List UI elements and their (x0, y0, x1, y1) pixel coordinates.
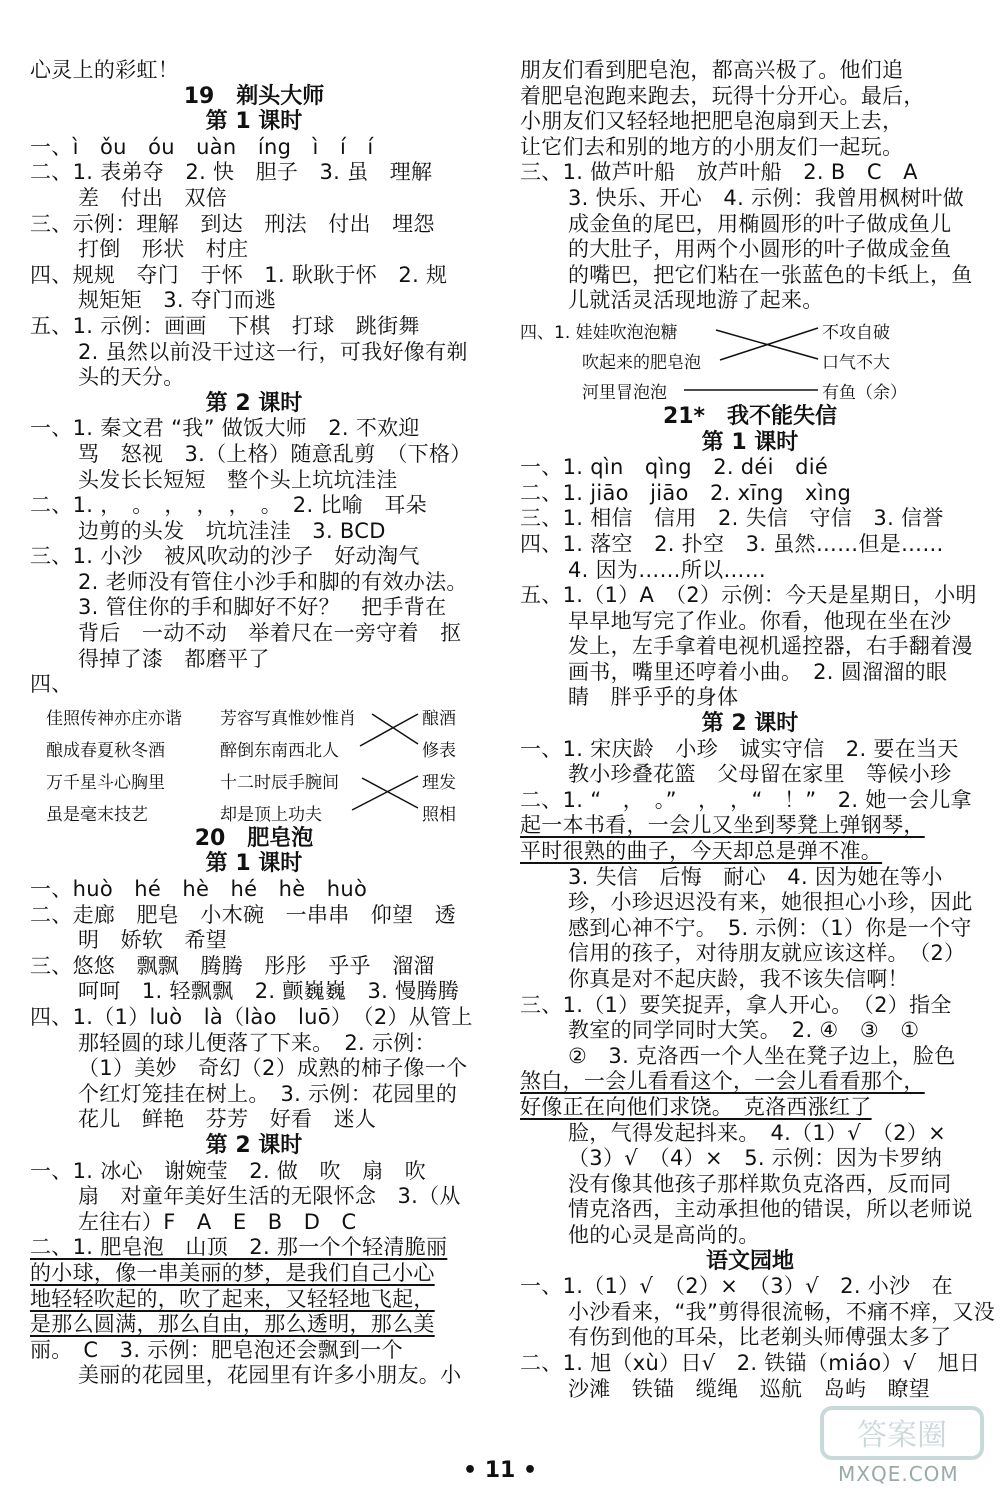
text-line: 三、1.（1）要笑捉弄，拿人开心。 （2）指全 (520, 992, 952, 1017)
text-line: 让它们去和别的地方的小朋友们一起玩。 (520, 134, 904, 159)
match-left-item: 佳照传神亦庄亦谐 (46, 708, 182, 729)
text-line: 成金鱼的尾巴，用椭圆形的叶子做成鱼儿 (568, 211, 952, 236)
text-line: 早早地写完了作业。你看，他现在坐在沙 (568, 608, 952, 633)
text-line: 心灵上的彩虹！ (30, 58, 180, 82)
text-line: 那轻圆的球儿便落了下来。 2. 示例： (78, 1030, 436, 1055)
text-line: 你真是对不起庆龄，我不该失信啊！ (568, 967, 909, 991)
text-line: 花儿 鲜艳 芬芳 好看 迷人 (78, 1107, 377, 1132)
text-line: 三、1. 做芦叶船 放芦叶船 2. B C A (520, 160, 918, 185)
text-line: 感到心神不宁。 5. 示例：（1）你是一个守 (568, 915, 972, 940)
match-left-item: 虽是毫末技艺 (46, 804, 148, 825)
text-line: 小朋友们又轻轻地把肥皂泡扇到天上去， (520, 109, 904, 134)
text-line: （1）美妙 奇幻（2）成熟的柿子像一个 (78, 1056, 468, 1081)
underlined-line: 的小球，像一串美丽的梦，是我们自己小心 (30, 1260, 435, 1285)
underlined-line: 地轻轻吹起的，吹了起来，又轻轻地飞起， (30, 1286, 435, 1311)
text-line: 珍，小珍迟迟没有来，她很担心小珍，因此 (568, 890, 973, 915)
text-line: 四、1. 落空 2. 扑空 3. 虽然……但是…… (520, 531, 944, 556)
svg-text:答案圈: 答案圈 (857, 1418, 947, 1453)
match-line (362, 778, 418, 808)
match-left-item: 四、1. 娃娃吹泡泡糖 (520, 322, 678, 343)
text-line: 没有像其他孩子那样欺负克洛西，反而同 (568, 1171, 952, 1196)
text-line: 美丽的花园里，花园里有许多小朋友。小 (78, 1363, 462, 1388)
text-line: 个红灯笼挂在树上。 3. 示例：花园里的 (78, 1081, 458, 1106)
text-line: 三、1. 相信 信用 2. 失信 守信 3. 信誉 (520, 506, 944, 531)
text-line: 二、1. jiāo jiāo 2. xīng xìng (520, 480, 852, 505)
left-column (30, 58, 478, 1389)
match-right-item: 修表 (422, 740, 456, 761)
text-line: 朋友们看到肥皂泡，都高兴极了。他们追 (520, 58, 904, 82)
text-line: 小沙看来，“我”剪得很流畅，不痛不痒，又没 (568, 1299, 996, 1324)
text-line: 一、ì ǒu óu uàn íng ì í í (30, 134, 374, 159)
text-line: 3. 失信 后悔 耐心 4. 因为她在等小 (568, 864, 943, 889)
text-line: 扇 对童年美好生活的无限怀念 3.（从 (78, 1184, 461, 1209)
text-line: 丽。 C 3. 示例：肥皂泡还会飘到一个 (30, 1337, 403, 1362)
underlined-line: 二、1. 肥皂泡 山顶 2. 那一个个轻清脆丽 (30, 1235, 448, 1260)
section-heading: 第 1 课时 (205, 851, 303, 877)
watermark-text: MXQE.COM (838, 1462, 959, 1486)
match-left-item: 酿成春夏秋冬酒 (46, 740, 165, 761)
text-line: 背后 一动不动 举着尺在一旁守着 抠 (78, 621, 462, 646)
text-line: 3. 快乐、开心 4. 示例：我曾用枫树叶做 (568, 185, 965, 210)
text-line: 骂 怒视 3.（上格）随意乱剪 （下格） (78, 441, 472, 466)
text-line: 五、1.（1）A （2）示例：今天是星期日，小明 (520, 583, 977, 608)
text-line: 2. 虽然以前没干过这一行，可我好像有剃 (78, 339, 468, 364)
text-line: 规矩矩 3. 夺门而逃 (78, 288, 277, 313)
text-line: 2. 老师没有管住小沙手和脚的有效办法。 (78, 569, 468, 594)
section-heading: 20 肥皂泡 (194, 825, 314, 851)
text-line: 边剪的头发 坑坑洼洼 3. BCD (78, 518, 386, 543)
text-line: 二、走廊 肥皂 小木碗 一串串 仰望 透 (30, 902, 456, 927)
text-line: 一、1. 宋庆龄 小珍 诚实守信 2. 要在当天 (520, 736, 959, 761)
section-heading: 19 剃头大师 (183, 83, 325, 109)
text-line: 二、1. 表弟夺 2. 快 胆子 3. 虽 理解 (30, 160, 433, 185)
text-line: 左往右）F A E B D C (78, 1209, 357, 1234)
text-line: 一、1. qìn qìng 2. déi dié (520, 455, 829, 480)
section-heading: 第 1 课时 (205, 109, 303, 135)
text-line: 明 娇软 希望 (78, 928, 228, 953)
match-mid-item: 却是顶上功夫 (220, 804, 322, 825)
section-heading: 第 1 课时 (701, 429, 799, 455)
text-line: 情克洛西，主动承担他的错误，所以老师说 (568, 1197, 973, 1222)
text-line: 画书，嘴里还哼着小曲。 2. 圆溜溜的眼 (568, 659, 948, 684)
text-line: 睛 胖乎乎的身体 (568, 685, 739, 710)
match-line (360, 714, 418, 746)
match-right-item: 理发 (422, 772, 456, 793)
text-line: 4. 因为……所以…… (568, 557, 767, 582)
text-line: 儿就活灵活现地游了起来。 (568, 288, 824, 313)
match-left-item: 吹起来的肥皂泡 (582, 352, 701, 373)
text-line: 打倒 形状 村庄 (78, 237, 249, 262)
text-line: 的嘴巴，把它们粘在一张蓝色的卡纸上，鱼 (568, 262, 973, 287)
text-line: 他的心灵是高尚的。 (568, 1222, 760, 1247)
text-line: 三、示例：理解 到达 刑法 付出 埋怨 (30, 211, 435, 236)
text-line: 得掉了漆 都磨平了 (78, 646, 270, 671)
match-right-item: 不攻自破 (822, 322, 890, 343)
text-line: 二、1. 旭（xù）日√ 2. 铁锚（miáo）√ 旭日 (520, 1350, 981, 1375)
page-number: • 11 • (462, 1458, 538, 1483)
text-line: 差 付出 双倍 (78, 185, 228, 210)
section-heading: 第 2 课时 (205, 1132, 303, 1158)
text-line: 四、规规 夺门 于怀 1. 耿耿于怀 2. 规 (30, 262, 448, 287)
section-heading: 第 2 课时 (205, 390, 303, 416)
text-line: 信用的孩子，对待朋友就应该这样。 （2） (568, 941, 966, 966)
text-line: 头的天分。 (78, 365, 185, 390)
text-line: 二、1. ， 。 ， ， ， 。 2. 比喻 耳朵 (30, 493, 427, 518)
text-line: 一、huò hé hè hé hè huò (30, 877, 368, 902)
section-heading: 21* 我不能失信 (662, 403, 838, 429)
match-right-item: 有鱼（余） (822, 382, 907, 403)
right-column (520, 58, 996, 1402)
section-heading: 第 2 课时 (701, 711, 799, 737)
text-line: 一、1. 冰心 谢婉莹 2. 做 吹 扇 吹 (30, 1158, 427, 1183)
text-line: 发上，左手拿着电视机遥控器，右手翻着漫 (568, 634, 973, 659)
match-right-item: 口气不大 (822, 352, 890, 373)
text-line: 脸，气得发起抖来。 4.（1）√ （2）× (568, 1120, 947, 1145)
match-lines (520, 314, 980, 404)
text-line: 一、1.（1）√ （2）× （3）√ 2. 小沙 在 (520, 1274, 953, 1299)
text-line: 教室的同学同时大笑。 2. ④ ③ ① (568, 1018, 920, 1043)
underlined-line: 好像正在向他们求饶。 克洛西涨红了 (520, 1094, 872, 1119)
underlined-line: 是那么圆满，那么自由，那么透明，那么美 (30, 1312, 435, 1337)
text-line: 着肥皂泡跑来跑去，玩得十分开心。最后， (520, 83, 925, 108)
underlined-line: 煞白，一会儿看看这个，一会儿看看那个， (520, 1069, 925, 1094)
text-line: 一、1. 秦文君 “我” 做饭大师 2. 不欢迎 (30, 416, 420, 441)
underlined-line: 平时很熟的曲子，今天却总是弹不准。 (520, 839, 883, 864)
matching-exercise-2 (520, 314, 980, 404)
text-line: 三、悠悠 飘飘 腾腾 彤彤 乎乎 溜溜 (30, 953, 435, 978)
match-lines (30, 698, 478, 826)
text-line: ② 3. 克洛西一个人坐在凳子边上，脸色 (568, 1043, 956, 1068)
text-line: 呵呵 1. 轻飘飘 2. 颤巍巍 3. 慢腾腾 (78, 979, 460, 1004)
text-line: 四、1.（1）luò là（lào luō） （2）从管上 (30, 1005, 473, 1029)
match-right-item: 酿酒 (422, 708, 456, 729)
text-line: 头发长长短短 整个头上坑坑洼洼 (78, 467, 398, 492)
underlined-line: 起一本书看，一会儿又坐到琴凳上弹钢琴， (520, 813, 925, 838)
match-left-item: 河里冒泡泡 (582, 382, 667, 403)
text-line: 的大肚子，用两个小圆形的叶子做成金鱼 (568, 237, 952, 262)
text-line: 四、 (30, 672, 73, 697)
match-line (352, 776, 418, 810)
text-line: 3. 管住你的手和脚好不好？ 把手背在 (78, 595, 447, 620)
text-line: 沙滩 铁锚 缆绳 巡航 岛屿 瞭望 (568, 1376, 931, 1401)
text-line: 五、1. 示例：画画 下棋 打球 跳街舞 (30, 313, 420, 338)
text-line: （3）√ （4）× 5. 示例：因为卡罗纳 (568, 1146, 943, 1171)
matching-exercise (30, 698, 478, 826)
text-line: 有伤到他的耳朵，比老剃头师傅强太多了 (568, 1325, 952, 1350)
match-left-item: 万千星斗心胸里 (46, 772, 165, 793)
text-line: 教小珍叠花篮 父母留在家里 等候小珍 (568, 762, 952, 787)
match-right-item: 照相 (422, 804, 456, 825)
section-heading: 语文园地 (705, 1248, 794, 1274)
match-mid-item: 十二时辰手腕间 (220, 772, 339, 793)
text-line: 二、1. “ ， 。” ， ，“ ！” 2. 她一会儿拿 (520, 787, 972, 812)
match-mid-item: 醉倒东南西北人 (220, 740, 339, 761)
text-line: 三、1. 小沙 被风吹动的沙子 好动淘气 (30, 544, 420, 569)
match-mid-item: 芳容写真惟妙惟肖 (220, 708, 356, 729)
